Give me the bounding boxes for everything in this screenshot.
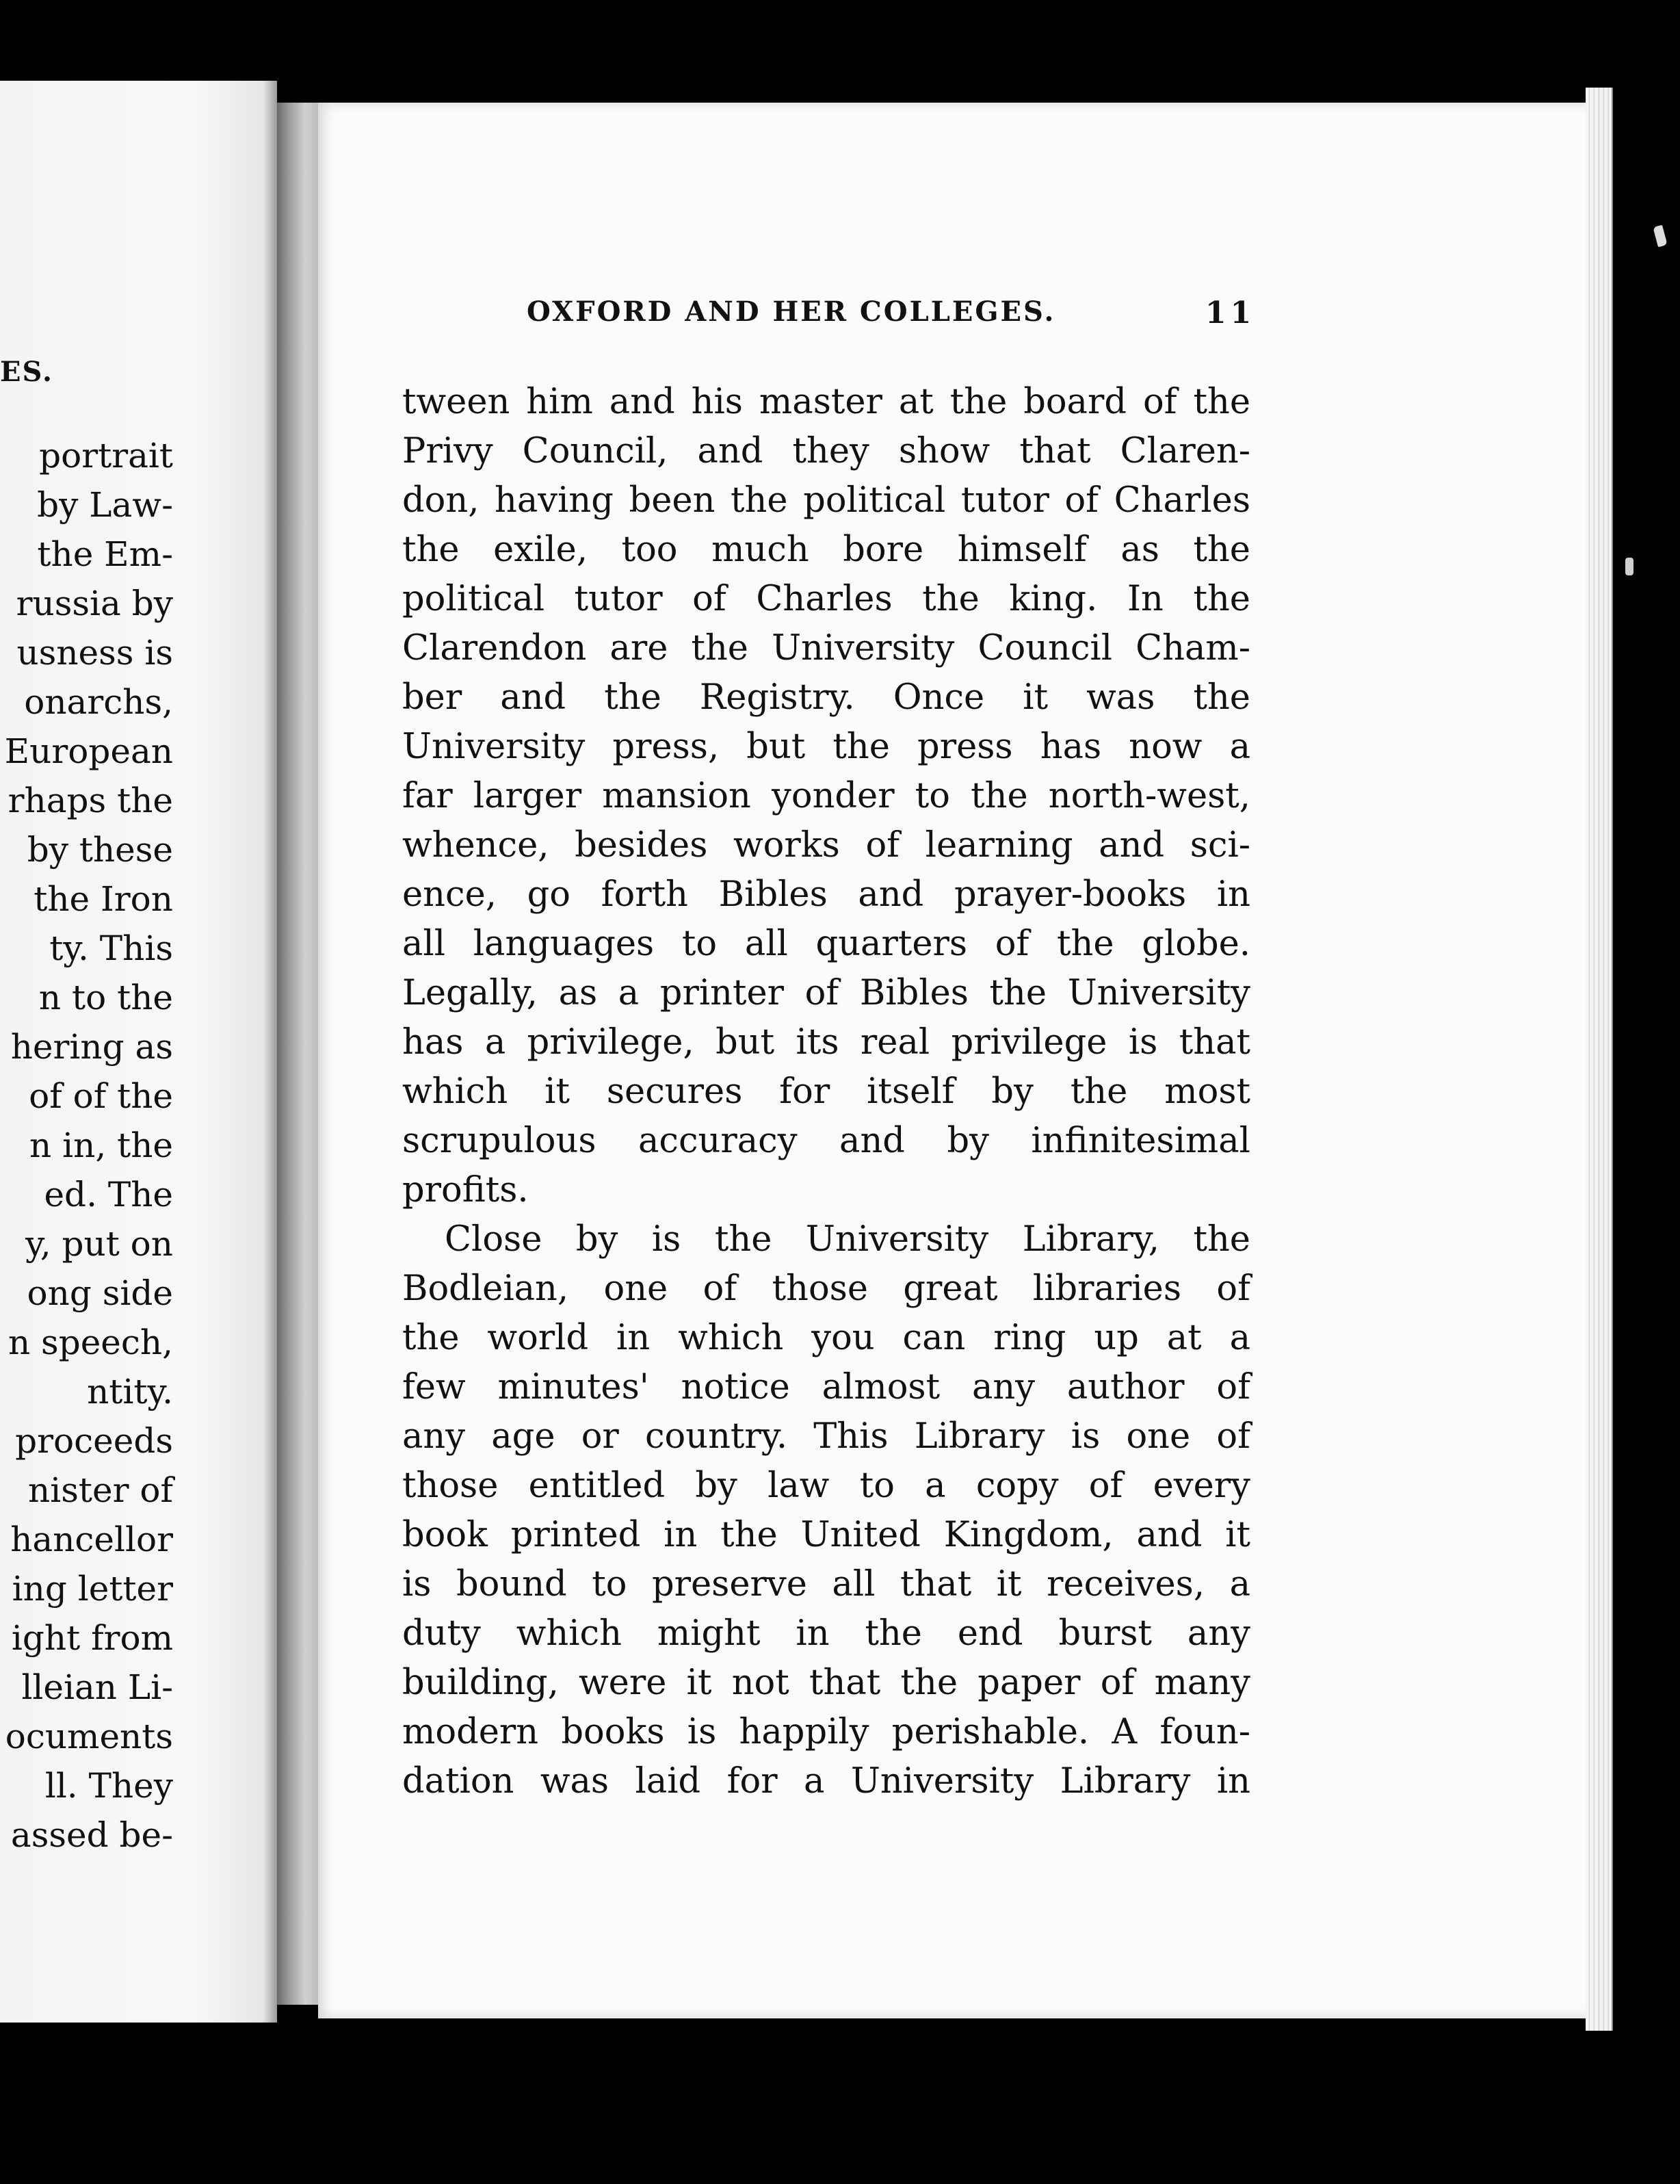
text-line: is bound to preserve all that it receives, a xyxy=(402,1564,1250,1604)
text-line: don, having been the political tutor of Charles xyxy=(402,480,1250,521)
left-text-line: proceeds xyxy=(15,1421,173,1461)
text-line: duty which might in the end burst any xyxy=(402,1613,1250,1654)
text-line: Privy Council, and they show that Claren- xyxy=(402,431,1250,471)
left-page-running-head: ES. xyxy=(0,356,53,388)
text-line: book printed in the United Kingdom, and it xyxy=(402,1515,1250,1555)
page-number: 11 xyxy=(1205,296,1256,330)
text-line: whence, besides works of learning and sci- xyxy=(402,825,1250,866)
text-line: ber and the Registry. Once it was the xyxy=(402,677,1250,718)
left-page xyxy=(0,81,277,2023)
left-text-line: by Law- xyxy=(37,485,173,525)
left-text-line: usness is xyxy=(16,633,173,673)
left-text-line: ing letter xyxy=(12,1569,173,1609)
text-line: Bodleian, one of those great libraries of xyxy=(402,1269,1250,1309)
left-text-line: of of the xyxy=(29,1076,173,1116)
text-line: dation was laid for a University Library in xyxy=(402,1761,1250,1802)
left-text-line: ntity. xyxy=(87,1372,173,1412)
left-text-line: assed be- xyxy=(10,1815,173,1855)
page-edges xyxy=(1586,88,1613,2031)
left-text-line: rhaps the xyxy=(8,781,173,820)
left-text-line: y, put on xyxy=(25,1224,173,1264)
text-line: University press, but the press has now a xyxy=(402,727,1250,767)
text-line: the exile, too much bore himself as the xyxy=(402,530,1250,570)
paper-mark xyxy=(1625,558,1633,575)
left-text-line: ight from xyxy=(11,1618,173,1658)
text-line: few minutes' notice almost any author of xyxy=(402,1367,1250,1407)
text-line: Clarendon are the University Council Cham- xyxy=(402,628,1250,668)
left-page-text xyxy=(0,431,173,1860)
paragraph-2 xyxy=(402,1215,1250,1806)
text-line: ence, go forth Bibles and prayer-books in xyxy=(402,874,1250,915)
paragraph-1 xyxy=(402,378,1250,1215)
text-line: has a privilege, but its real privilege is that xyxy=(402,1022,1250,1063)
left-text-line: hancellor xyxy=(10,1520,173,1559)
left-text-line: onarchs, xyxy=(24,682,173,722)
left-text-line: hering as xyxy=(10,1027,173,1067)
text-line: building, were it not that the paper of many xyxy=(402,1663,1250,1703)
paper-mark xyxy=(1653,225,1667,248)
running-head: OXFORD AND HER COLLEGES. xyxy=(527,296,1056,328)
text-line: tween him and his master at the board of the xyxy=(402,382,1250,422)
left-text-line: ocuments xyxy=(5,1717,173,1756)
text-line: Legally, as a printer of Bibles the University xyxy=(402,973,1250,1013)
left-text-line: n to the xyxy=(38,978,173,1017)
left-text-line: ed. The xyxy=(44,1175,173,1214)
body-text xyxy=(402,378,1250,1806)
left-text-line: the Em- xyxy=(37,534,173,574)
text-line: any age or country. This Library is one of xyxy=(402,1416,1250,1457)
left-text-line: n in, the xyxy=(29,1126,173,1165)
left-text-line: russia by xyxy=(16,584,173,623)
left-text-line: portrait xyxy=(39,436,173,476)
text-line: profits. xyxy=(402,1170,529,1210)
text-line: the world in which you can ring up at a xyxy=(402,1318,1250,1358)
text-line: modern books is happily perishable. A foun- xyxy=(402,1712,1250,1752)
left-text-line: lleian Li- xyxy=(21,1667,173,1707)
left-text-line: ty. This xyxy=(49,928,173,968)
text-line: which it secures for itself by the most xyxy=(402,1071,1250,1112)
text-line: Close by is the University Library, the xyxy=(445,1219,1250,1260)
text-line: far larger mansion yonder to the north-west, xyxy=(402,776,1250,816)
left-text-line: ll. They xyxy=(44,1766,173,1806)
left-text-line: ong side xyxy=(27,1273,173,1313)
left-text-line: European xyxy=(4,731,173,771)
left-text-line: the Iron xyxy=(34,879,173,919)
left-text-line: by these xyxy=(27,830,173,870)
text-line: political tutor of Charles the king. In the xyxy=(402,579,1250,619)
text-line: all languages to all quarters of the globe. xyxy=(402,924,1250,964)
left-text-line: nister of xyxy=(28,1470,173,1510)
left-text-line: n speech, xyxy=(8,1323,173,1362)
text-line: scrupulous accuracy and by infinitesimal xyxy=(402,1121,1250,1161)
text-line: those entitled by law to a copy of every xyxy=(402,1466,1250,1506)
